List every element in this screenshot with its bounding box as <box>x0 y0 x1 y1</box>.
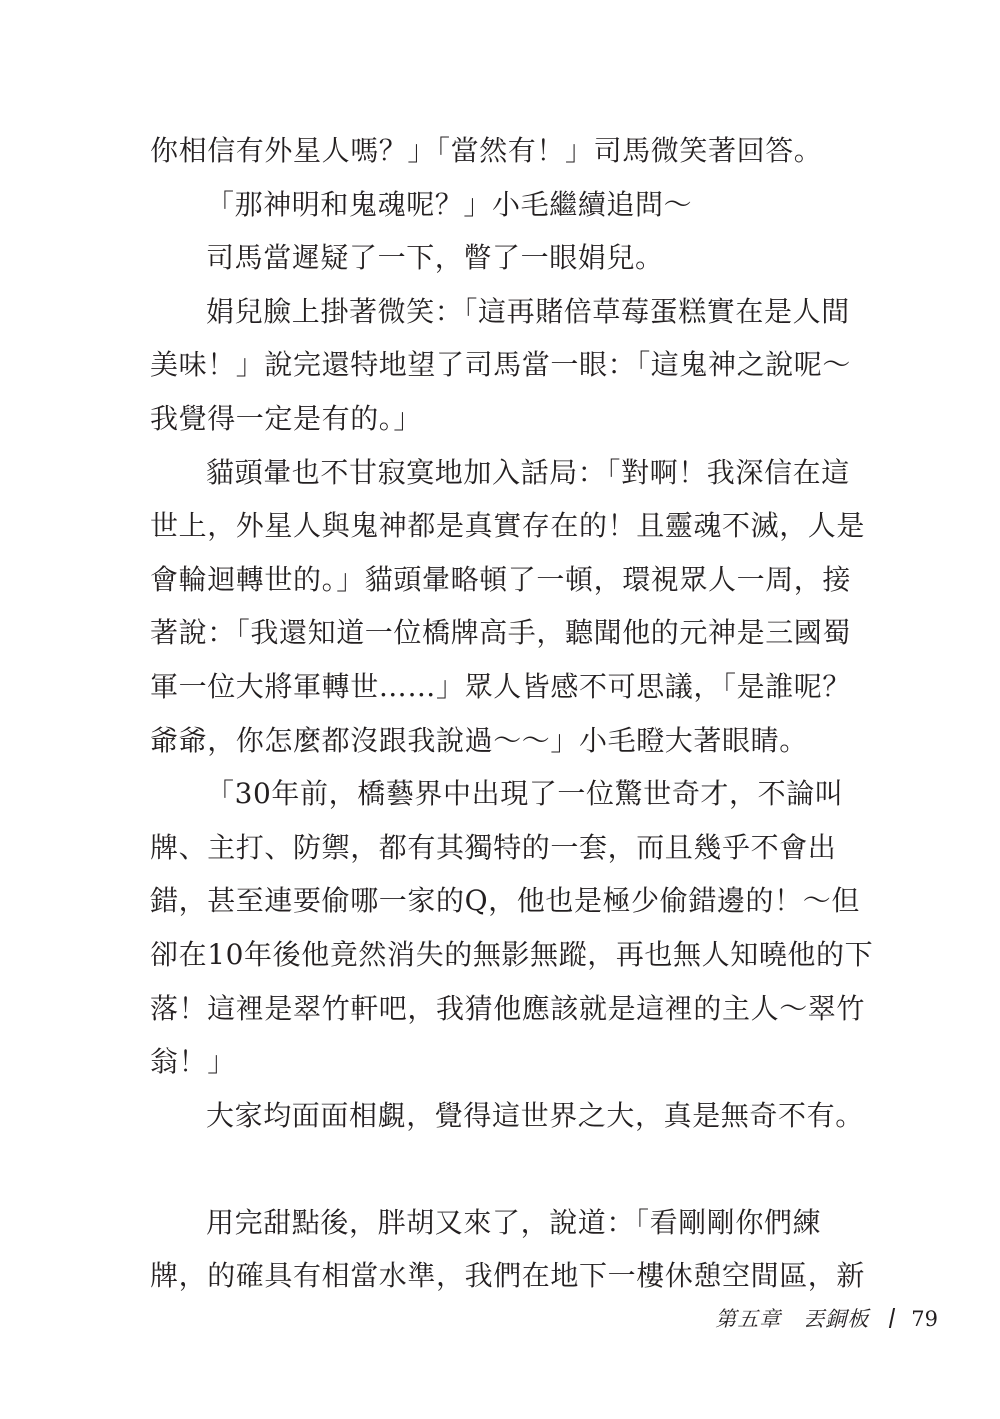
text-line: 牌，的確具有相當水準，我們在地下一樓休憩空間區，新 <box>150 1259 866 1293</box>
body-text <box>150 124 874 1303</box>
page-footer <box>715 1303 938 1337</box>
chapter-label: 第五章 <box>715 1307 782 1331</box>
text-line: 用完甜點後，胖胡又來了，說道：「看剛剛你們練 <box>206 1205 822 1239</box>
text-line: 娟兒臉上掛著微笑：「這再賭倍草莓蛋糕實在是人間 <box>206 294 850 328</box>
paragraph <box>150 124 864 178</box>
paragraph <box>150 1196 864 1303</box>
text-line: 著說：「我還知道一位橋牌高手，聽聞他的元神是三國蜀 <box>150 616 852 650</box>
paragraph <box>150 285 864 446</box>
text-line: 貓頭暈也不甘寂寞地加入話局：「對啊！我深信在這 <box>206 455 850 489</box>
body-section-1 <box>150 124 874 1142</box>
text-line: 落！這裡是翠竹軒吧，我猜他應該就是這裡的主人～翠竹 <box>150 991 866 1025</box>
text-line: 司馬當遲疑了一下，瞥了一眼娟兒。 <box>206 241 664 275</box>
paragraph <box>150 231 864 285</box>
text-line: 大家均面面相覷，覺得這世界之大，真是無奇不有。 <box>206 1098 864 1132</box>
text-line: 卻在10年後他竟然消失的無影無蹤，再也無人知曉他的下 <box>150 937 874 971</box>
paragraph <box>150 1089 864 1143</box>
text-line: 美味！」說完還特地望了司馬當一眼：「這鬼神之說呢～ <box>150 348 852 382</box>
text-line: 「30年前，橋藝界中出現了一位驚世奇才，不論叫 <box>206 777 844 811</box>
text-line: 爺爺，你怎麼都沒跟我說過～～」小毛瞪大著眼睛。 <box>150 723 808 757</box>
paragraph <box>150 446 864 768</box>
text-line: 翁！」 <box>150 1045 236 1079</box>
footer-separator <box>889 1308 895 1328</box>
text-line: 我覺得一定是有的。」 <box>150 401 423 435</box>
text-line: 會輪迴轉世的。」貓頭暈略頓了一頓，環視眾人一周，接 <box>150 562 852 596</box>
text-line: 軍一位大將軍轉世……」眾人皆感不可思議，「是誰呢？ <box>150 669 852 703</box>
text-line: 你相信有外星人嗎？」「當然有！」司馬微笑著回答。 <box>150 134 823 167</box>
page-number: 79 <box>911 1307 938 1331</box>
paragraph <box>150 767 874 1089</box>
text-line: 錯，甚至連要偷哪一家的Q，他也是極少偷錯邊的！～但 <box>150 884 860 918</box>
section-break <box>150 1142 864 1196</box>
body-section-2 <box>150 1196 864 1303</box>
paragraph <box>150 178 864 232</box>
chapter-title: 丟銅板 <box>803 1307 870 1331</box>
text-line: 「那神明和鬼魂呢？」小毛繼續追問～ <box>206 187 693 221</box>
text-line: 世上，外星人與鬼神都是真實存在的！且靈魂不滅，人是 <box>150 509 866 543</box>
text-line: 牌、主打、防禦，都有其獨特的一套，而且幾乎不會出 <box>150 830 837 864</box>
